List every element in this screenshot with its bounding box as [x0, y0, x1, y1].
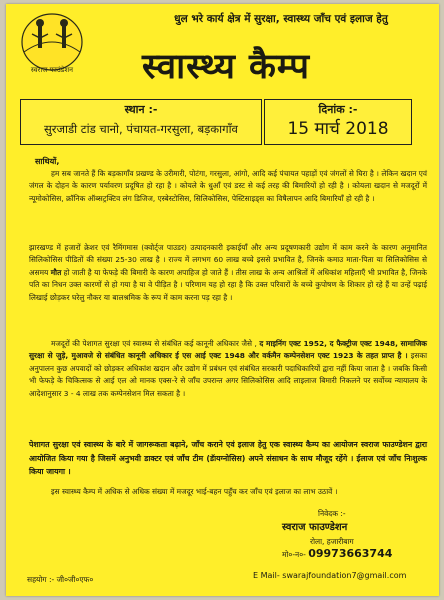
- date-box: [264, 99, 412, 145]
- signature-place: रोला, हजारीबाग: [310, 537, 354, 546]
- venue-box: [20, 99, 262, 145]
- swaraj-foundation-logo-icon: [18, 12, 86, 78]
- poster-sheet: [6, 4, 439, 596]
- paragraph-2-bold: मौत: [50, 267, 62, 277]
- paragraph-2: [29, 242, 427, 304]
- venue-value: सुरजाडी टांड चानो, पंचायत-गरसुला, बड़कागाँव: [44, 122, 238, 136]
- signature-block: [282, 508, 439, 561]
- paragraph-4: [29, 438, 427, 479]
- paragraph-4-bold: ईलाज एवं जाँच निःशुल्क किया जायगा ।: [29, 453, 427, 477]
- venue-label: स्थान :-: [124, 103, 158, 116]
- paragraph-5: इस स्वास्थ्य कैम्प में अधिक से अधिक संख्या में मजदूर भाई-बहन पहुँच कर जाँच एवं इलाज का लाभ उठावें ।: [51, 487, 338, 496]
- email-address: E Mail- swarajfoundation7@gmail.com: [253, 571, 407, 580]
- support-note: सहयोग :- जी०जी०एफ०: [27, 575, 94, 584]
- paragraph-3-bold: द माइनिंग एक्ट 1952, द फैक्ट्रीज एक्ट 1948, सामाजिक सुरक्षा से जुड़े, मुआवजे से संबंधित कानूनी अधिकार ई एस आई एक्ट 1948 और वर्कमैन कम्पेनसेशन एक्ट 1923 के तहत प्राप्त है ।: [29, 339, 427, 361]
- signature-org: स्वराज फाउण्डेशन: [282, 522, 348, 533]
- poster-tagline: धुल भरे कार्य क्षेत्र में सुरक्षा, स्वास्थ्य जाँच एवं इलाज हेतु: [174, 13, 388, 25]
- poster-title: स्वास्थ्य कैम्प: [142, 47, 310, 87]
- logo-text: स्वराज फाउंडेशन: [30, 66, 74, 74]
- signature-mobile-line: [282, 548, 439, 561]
- paragraph-2-part-2: हो जाती है या फेफड़े की बिमारी के कारण अपाहिज हो जाते हैं । तीस लाख के अन्य आश्रितों में अधिकांश महिलाएँ भी प्रभावित है, जिनके पति का निधन उक्त कारणों से हो गया है या वे पीड़ित है । परिणाम यह हो रहा है कि उक्त परिवारों के बच्चे कुपोषण के शिकार हो रहे हैं या उन्हें पढ़ाई लिखाई छोड़कर घरेलु नौकर या बालश्रमिक के रूप में काम करना पड़ रहा है ।: [29, 267, 427, 302]
- paragraph-1: हम सब जानते हैं कि बड़कागाँव प्रखण्ड के उरीमारी, पोटंगा, गरसुला, आंगो, आदि कई पंचायत पहाड़ों एवं जंगलों से घिरा है । लेकिन खदान एवं जंगल के दोहन के कारण पर्यावरण प्रदूषित हो रहा है । कोयले के धुआँ एवं डस्ट से कई तरह की बिमारियों हो रही है । कोयला खदान से मजदूरों में न्यूमोकोसिस, क्रॉनिक ऑब्सट्रक्टिव लंग डिजिज, एस्बेस्टोसिस, सिलिकोसिस, पेस्टिसाइड्स का विषैलापन आदि बिमारियाँ हो रही है ।: [29, 169, 427, 203]
- signature-role: निवेदक :-: [318, 509, 346, 518]
- paragraph-4-part-1: पेशागत सुरक्षा एवं स्वास्थ्य के बारे में जागरूकता बढ़ाने, जाँच कराने एवं इलाज हेतु एक स्वास्थ्य कैम्प का आयोजन स्वराज फाउण्डेशन द्वारा आयोजित किया गया है जिसमें अनुभवी डाक्टर एवं जाँच टीम (डॅायग्नोसिस) अपने संसाधन के साथ मौजूद रहेंगे ।: [29, 440, 427, 463]
- paragraph-3-part-2: इसका अनुपालन कुछ अपवादों को छोड़कर अधिकांश खदान और उद्योग में प्रबंधन एवं संबंधित सरकारी पदाधिकारियों द्वारा नहीं किया जाता है । जबकि किसी भी फेफड़े के चिकित्सक से आई एल ओ मानक एक्स-रे से जाँच उपरान्त अगर सिलिकोसिस आदि लाइलाज बिमारी निकलने पर सर्वोच्च न्यायालय के आदेशानुसार 3 - 4 लाख तक कम्पेनसेशन मिल सकता है ।: [29, 351, 427, 398]
- date-label: दिनांक :-: [318, 103, 358, 116]
- salutation: साथियों,: [35, 157, 60, 166]
- paragraph-2-part-1: झारखण्ड में हजारों क्रेशर एवं रैमिंगमास (क्वोर्ट्ज पाउडर) उत्पादनकारी इकाईयाँ और अन्य प्रदूषणकारी उद्योग में काम करने के कारण अनुमानित सिलिकोसिस पीडितों की संख्या 25-30 लाख है । राज्य में लगभग 60 लाख बच्चे इससे प्रभावित है, जिनके कमाउ माता-पिता या सिलिकोसिस से असमय: [29, 243, 427, 277]
- paragraph-3-part-1: मजदूरों की पेशागत सुरक्षा एवं स्वास्थ्य से संबंधित कई कानूनी अधिकार जैसे ,: [51, 339, 257, 348]
- mobile-number: 09973663744: [308, 547, 393, 560]
- paragraph-3: [29, 338, 427, 400]
- date-value: 15 मार्च 2018: [287, 119, 389, 139]
- mobile-label: मो०-न०-: [282, 550, 306, 559]
